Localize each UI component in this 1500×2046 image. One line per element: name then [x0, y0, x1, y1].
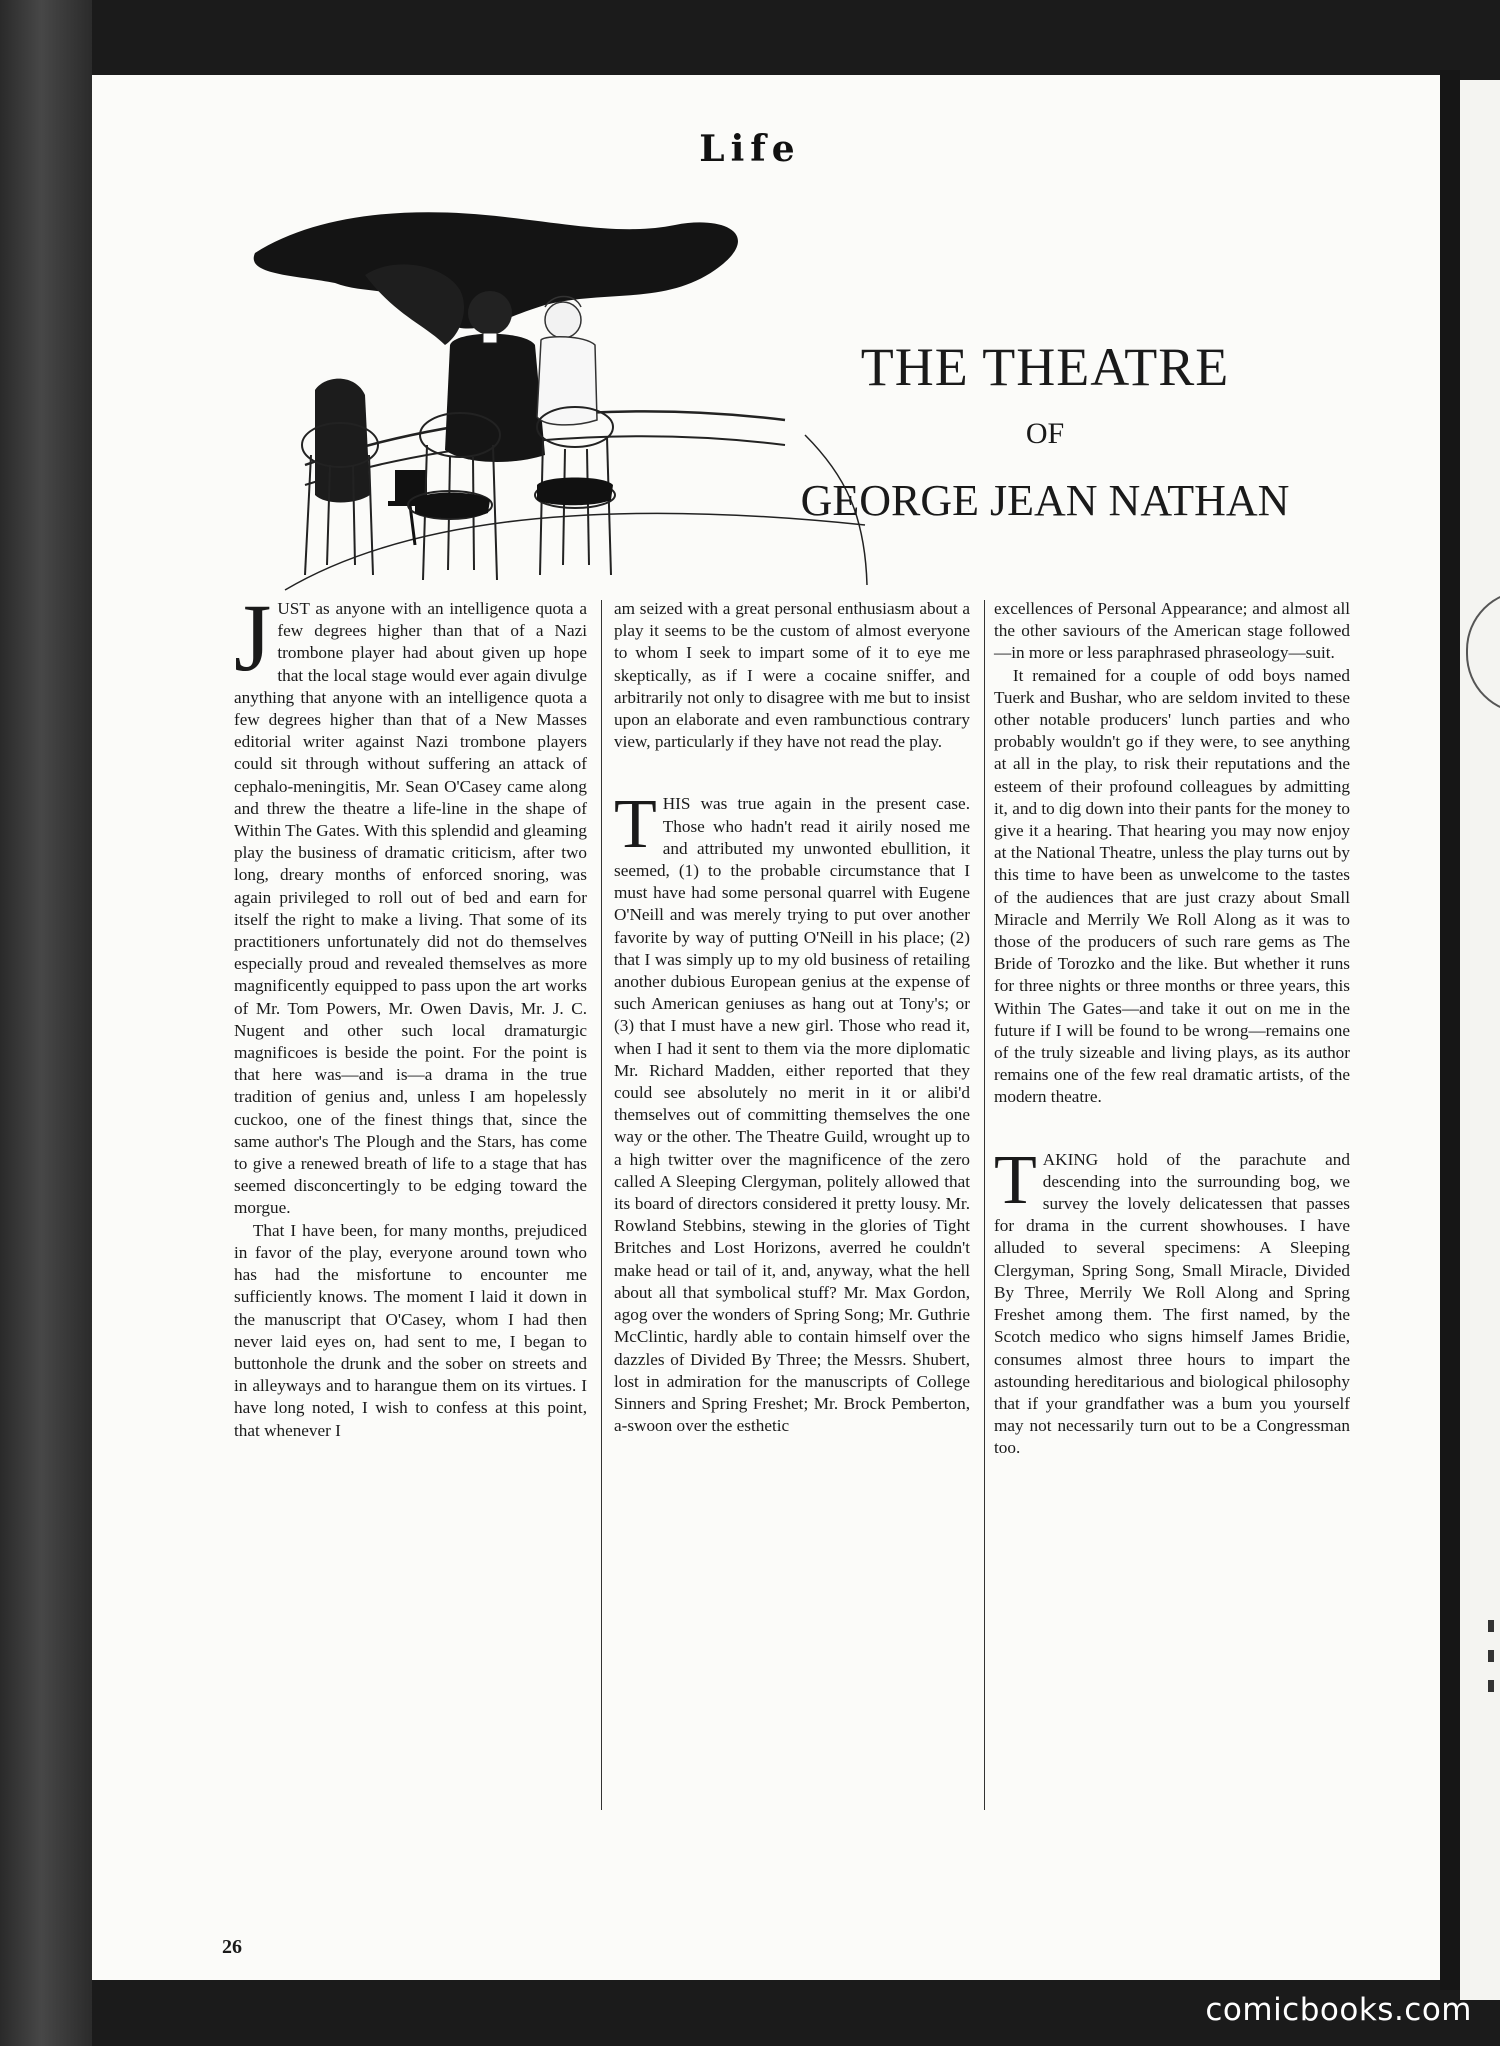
adjacent-page-fragment	[1488, 1620, 1494, 1632]
headline-of: OF	[1025, 417, 1065, 451]
paragraph-text: UST as anyone with an intelligence quota a few degrees higher than that of a Nazi trombone player had about given up hope that the local stage would ever again divulge anything that anyone with an intelligence quota a few degrees higher than that of a New Masses editorial writer against Nazi trombone players could sit through without suffering an attack of cephalo-meningitis, Mr. Sean O'Casey came along and threw the theatre a life-line in the shape of Within The Gates. With this splendid and gleaming play the business of dramatic criticism, after two long, dreary months of enforced snoring, was again privileged to roll out of bed and earn for itself the right to make a living. That some of its practitioners unfortunately did not do themselves especially proud and revealed themselves as more magnificently equipped to pass upon the art works of Mr. Tom Powers, Mr. Owen Davis, Mr. J. C. Nugent and other such local dramaturgic magnificoes is beside the point. For the point is that here was—and is—a drama in the true tradition of genius and, unless I am hopelessly cuckoo, one of the finest things that, since the same author's The Plough and the Stars, has come to give a renewed breath of life to a stage that has seemed disconcertingly to be edging toward the morgue.	[234, 599, 587, 1218]
paragraph-text: HIS was true again in the present case. Those who hadn't read it airily nosed me and attributed my unwonted ebullition, it seemed, (1) to the probable circumstance that I must have had some personal quarrel with Eugene O'Neill and was merely trying to put over another favorite by way of putting O'Neill in his place; (2) that I was simply up to my old business of retailing another dubious European genius at the expense of such American geniuses as hang out at Tony's; or (3) that I must have a new girl. Those who read it, when I had it sent to them via the more diplomatic Mr. Richard Madden, either reported that they could see absolutely no merit in it or alibi'd themselves out of committing themselves the one way or the other. The Theatre Guild, wrought up to a high twitter over the magnificence of the zero called A Sleeping Clergyman, politely allowed that its board of directors considered it pretty lousy. Mr. Rowland Stebbins, stewing in the glories of Tight Britches and Lost Horizons, averred he couldn't make head or tail of it, and, anyway, what the hell about all that symbolical stuff? Mr. Max Gordon, agog over the wonders of Spring Song; Mr. Guthrie McClintic, hardly able to contain himself over the dazzles of Divided By Three; the Messrs. Shubert, lost in admiration for the manuscripts of College Sinners and Spring Freshet; Mr. Brock Pemberton, a-swoon over the esthetic	[614, 794, 970, 1436]
drop-cap: T	[994, 1141, 1037, 1219]
paragraph: am seized with a great personal enthusiasm about a play it seems to be the custom of almost everyone to whom I seek to impart some of it to eye me skeptically, as if I were a cocaine sniffer, and arbitrarily not only to disagree with me but to insist upon an elaborate and even rambunctious contrary view, particularly if they have not read the play.	[614, 599, 970, 752]
masthead: Life	[699, 128, 801, 170]
drop-cap: J	[234, 584, 272, 691]
headline-byline: GEORGE JEAN NATHAN	[800, 476, 1290, 526]
article-column-1	[234, 584, 587, 1442]
paragraph	[994, 1141, 1350, 1460]
paragraph: excellences of Personal Appearance; and almost all the other saviours of the American stage followed—in more or less paraphrased phraseology—suit.	[994, 599, 1350, 663]
adjacent-page-curl	[1466, 590, 1500, 714]
column-rule	[984, 600, 985, 1810]
paragraph	[234, 584, 587, 1220]
watermark: comicbooks.com	[1205, 1992, 1472, 2028]
article-column-2	[614, 598, 970, 1437]
page-gutter	[1440, 70, 1460, 1990]
headline-title: THE THEATRE	[860, 337, 1230, 397]
paragraph-text: AKING hold of the parachute and descending into the surrounding bog, we survey the lovely delicatessen that passes for drama in the current showhouses. I have alluded to several specimens: A Sleeping Clergyman, Spring Song, Small Miracle, Divided By Three, Merrily We Roll Along and Spring Freshet among them. The first named, by the Scotch medico who signs himself James Bridie, consumes almost three hours to impart the astounding hereditarious and biological philosophy that if your grandfather was a bum you yourself may not necessarily turn out to be a Congressman too.	[994, 1149, 1350, 1458]
paragraph: That I have been, for many months, prejudiced in favor of the play, everyone around town who has had the misfortune to encounter me sufficiently knows. The moment I laid it down in the manuscript that O'Casey, whom I had then never laid eyes on, had sent to me, I began to buttonhole the drunk and the sober on streets and in alleyways and to harangue them on its virtues. I have long noted, I wish to confess at this point, that whenever I	[234, 1220, 587, 1440]
adjacent-page-edge	[1460, 80, 1500, 2000]
page-number: 26	[222, 1936, 242, 1958]
article-column-3	[994, 598, 1350, 1460]
drop-cap: T	[614, 786, 657, 864]
adjacent-page-fragment	[1488, 1680, 1494, 1692]
adjacent-page-fragment	[1488, 1650, 1494, 1662]
article-headline	[745, 338, 1345, 526]
column-rule	[601, 600, 602, 1810]
paragraph: It remained for a couple of odd boys named Tuerk and Bushar, who are seldom invited to these other notable producers' lunch parties and who probably wouldn't go if they were, to see anything at all in the play, to risk their reputations and the esteem of their profound colleagues by admitting it, and to dig down into their pants for the money to give it a hearing. That hearing you may now enjoy at the National Theatre, unless the play turns out by this time to have been as unwelcome to the tastes of the audiences that are just crazy about Small Miracle and Merrily We Roll Along as it was to those of the producers of such rare gems as The Bride of Torozko and the like. But whether it runs for three nights or three months or three years, this Within The Gates—and take it out on me in the future if I will be found to be wrong—remains one of the truly sizeable and living plays, as its author remains one of the few real dramatic artists, of the modern theatre.	[994, 665, 1350, 1107]
scan-edge-left	[0, 0, 92, 2046]
paragraph	[614, 786, 970, 1437]
